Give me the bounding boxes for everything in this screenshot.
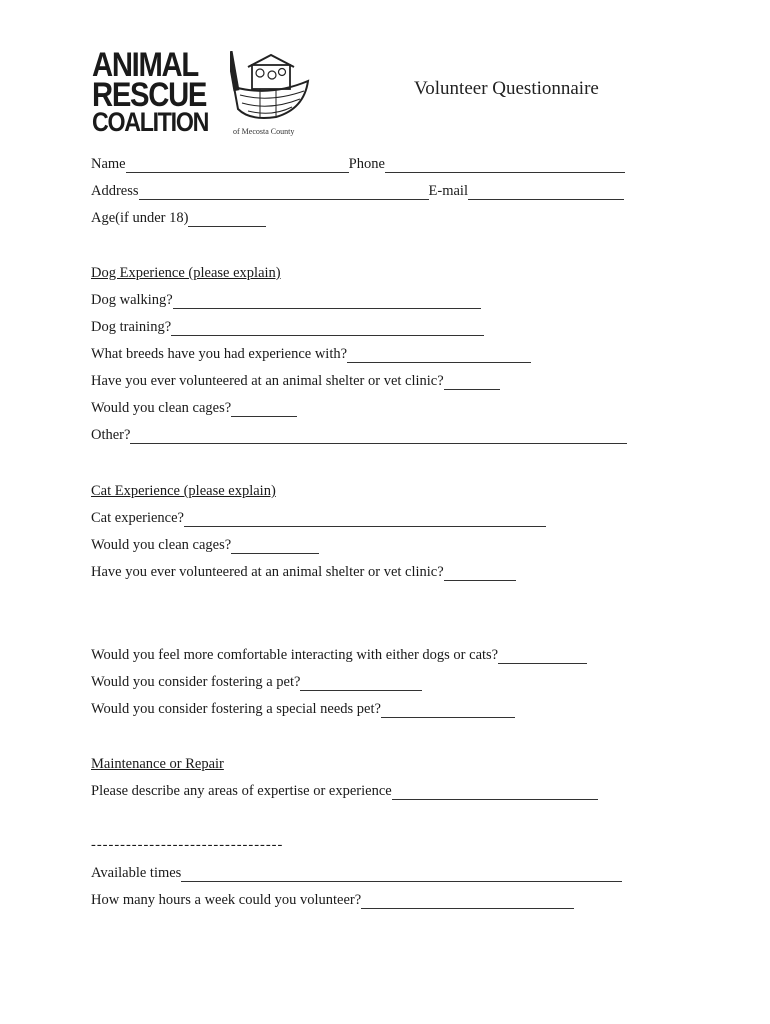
cat-volunteered-label: Have you ever volunteered at an animal shelter or vet clinic? [91,564,444,580]
age-label: Age(if under 18) [91,210,189,226]
dog-walking-row [91,289,481,309]
phone-field[interactable] [385,158,625,173]
animal-rescue-coalition-logo [92,48,317,140]
dog-breeds-field[interactable] [347,348,531,363]
dog-training-label: Dog training? [91,319,172,335]
dog-walking-field[interactable] [173,294,481,309]
logo-line-1: ANIMAL [92,46,198,84]
available-times-field[interactable] [181,867,622,882]
available-times-label: Available times [91,865,182,881]
dog-training-field[interactable] [171,321,484,336]
dog-cages-field[interactable] [231,402,297,417]
address-field[interactable] [139,185,429,200]
fostering-field[interactable] [300,676,422,691]
comfortable-field[interactable] [498,649,587,664]
name-phone-row [91,153,625,173]
available-times-row [91,862,622,882]
dog-volunteered-label: Have you ever volunteered at an animal shelter or vet clinic? [91,373,444,389]
address-label: Address [91,183,139,199]
cat-experience-field[interactable] [184,512,546,527]
cat-experience-row [91,507,546,527]
expertise-row [91,780,598,800]
special-needs-field[interactable] [381,703,515,718]
dog-other-field[interactable] [130,429,627,444]
section-separator: --------------------------------- [91,837,284,853]
address-email-row [91,180,624,200]
name-field[interactable] [126,158,349,173]
age-row [91,207,266,227]
logo-line-3: COALITION [92,107,209,137]
email-label: E-mail [428,183,468,199]
comfortable-row [91,644,587,664]
dog-walking-label: Dog walking? [91,292,173,308]
special-needs-label: Would you consider fostering a special needs pet? [91,701,381,717]
dog-experience-heading: Dog Experience (please explain) [91,265,281,281]
dog-breeds-label: What breeds have you had experience with? [91,346,348,362]
logo-line-2: RESCUE [92,76,207,114]
cat-experience-label: Cat experience? [91,510,184,526]
hours-label: How many hours a week could you volunteer? [91,892,362,908]
special-needs-row [91,698,515,718]
cat-experience-heading: Cat Experience (please explain) [91,483,276,499]
page-title: Volunteer Questionnaire [414,78,599,99]
cat-cages-row [91,534,319,554]
dog-volunteered-row [91,370,500,390]
fostering-row [91,671,422,691]
hours-row [91,889,574,909]
dog-breeds-row [91,343,531,363]
age-field[interactable] [188,212,266,227]
ark-icon [230,51,312,125]
logo-subtitle: of Mecosta County [233,127,295,136]
email-field[interactable] [468,185,624,200]
expertise-field[interactable] [392,785,598,800]
expertise-label: Please describe any areas of expertise or experience [91,783,392,799]
dog-volunteered-field[interactable] [444,375,500,390]
maintenance-heading: Maintenance or Repair [91,756,224,772]
name-label: Name [91,156,126,172]
dog-other-label: Other? [91,427,131,443]
dog-cages-row [91,397,297,417]
fostering-label: Would you consider fostering a pet? [91,674,301,690]
hours-field[interactable] [361,894,574,909]
dog-other-row [91,424,627,444]
phone-label: Phone [348,156,385,172]
comfortable-label: Would you feel more comfortable interacting with either dogs or cats? [91,647,499,663]
dog-training-row [91,316,484,336]
cat-volunteered-row [91,561,516,581]
cat-volunteered-field[interactable] [444,566,516,581]
cat-cages-field[interactable] [231,539,319,554]
cat-cages-label: Would you clean cages? [91,537,232,553]
dog-cages-label: Would you clean cages? [91,400,232,416]
